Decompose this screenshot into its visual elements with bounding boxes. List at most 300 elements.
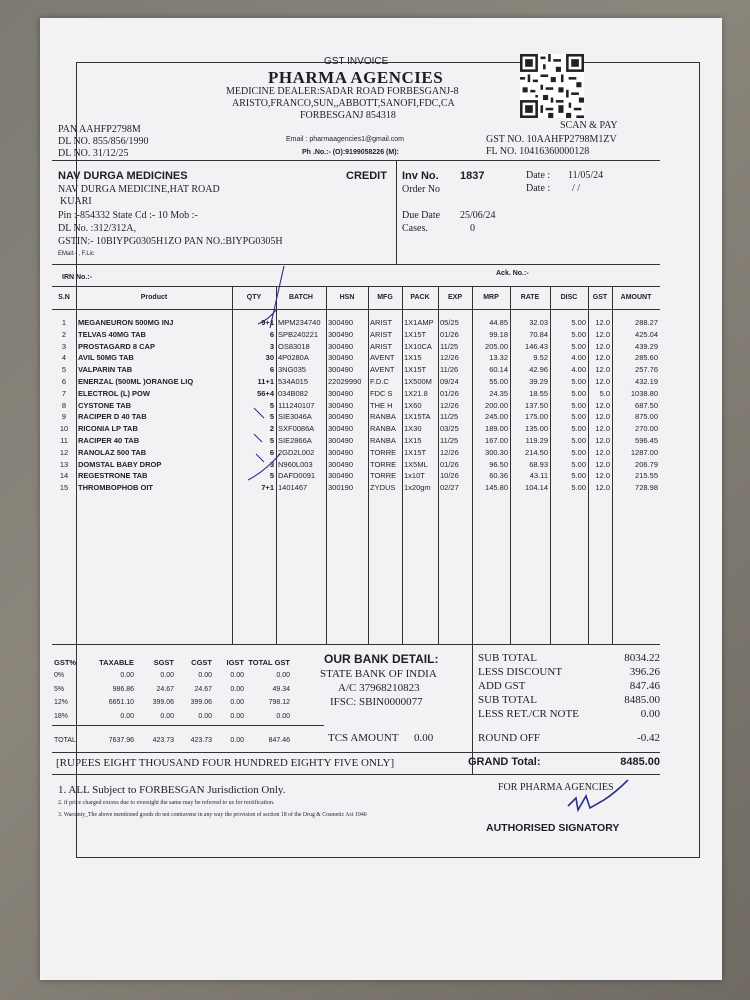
gst-cell: 847.46: [268, 737, 290, 744]
table-cell: 9+1: [261, 318, 274, 327]
table-cell: 1X15T: [404, 329, 427, 339]
table-cell: RANBA: [370, 424, 396, 434]
table-cell: 137.50: [525, 400, 548, 410]
gst-cell: 0.00: [230, 699, 244, 706]
table-cell: 5: [269, 436, 274, 445]
due-date: 25/06/24: [460, 210, 496, 221]
table-cell: 44.85: [489, 318, 508, 327]
buyer-email: EMail:- , F.Lic: [58, 251, 95, 257]
table-cell: 5.00: [571, 318, 586, 327]
column-header: DISC: [560, 294, 578, 301]
amount-in-words: [RUPEES EIGHT THOUSAND FOUR HUNDRED EIGHTY FIVE ONLY]: [56, 757, 395, 769]
terms-3: 3. Warranty_The above mentioned goods do not contravene in any way the provision of section 18 of the Drug & Cosmetic Act 1940: [58, 812, 367, 818]
credit-label: CREDIT: [346, 170, 387, 182]
table-column-divider: [76, 286, 77, 644]
table-cell: 70.84: [529, 329, 548, 339]
gst-cell: 5%: [54, 685, 65, 693]
table-cell: FDC S: [370, 388, 393, 398]
divider: [52, 286, 660, 287]
table-cell: 4P0280A: [278, 353, 309, 363]
table-column-divider: [326, 286, 327, 644]
table-cell: DOMSTAL BABY DROP: [78, 459, 162, 469]
table-cell: THROMBOPHOB OIT: [78, 483, 153, 493]
table-cell: 1X30: [404, 424, 422, 434]
table-column-divider: [232, 286, 233, 644]
discount: 396.26: [629, 666, 660, 678]
table-column-divider: [550, 286, 551, 644]
table-cell: 119.29: [525, 436, 548, 445]
table-cell: 300490: [328, 447, 354, 457]
tcs-label: TCS AMOUNT: [328, 732, 399, 744]
table-cell: 68.93: [529, 459, 548, 469]
table-cell: 12.0: [595, 329, 610, 339]
buyer-dl: DL No. :312/312A,: [58, 223, 136, 234]
table-cell: 1X15: [404, 353, 422, 363]
sub-total-label: SUB TOTAL: [478, 652, 537, 664]
table-cell: 285.60: [635, 353, 658, 363]
table-cell: 12.0: [595, 412, 610, 422]
table-cell: 5.00: [571, 471, 586, 481]
table-cell: 56+4: [257, 388, 274, 398]
gst-cell: 0.00: [198, 672, 212, 679]
table-cell: 10/26: [440, 471, 459, 481]
table-cell: 1x10T: [404, 471, 425, 481]
order-no-label: Order No: [402, 184, 441, 195]
table-cell: RANBA: [370, 436, 396, 445]
table-cell: 6: [269, 329, 274, 339]
inv-no-label: Inv No.: [402, 170, 439, 182]
table-cell: 12/26: [440, 447, 459, 457]
table-cell: 300490: [328, 424, 354, 434]
table-cell: 4.00: [571, 353, 586, 363]
gst-cell: 0.00: [230, 672, 244, 679]
terms-2: 2. if price charged excess due to oversight the same may be referred to us for rectification.: [58, 800, 275, 806]
tcs-amount: 0.00: [414, 732, 434, 744]
table-column-divider: [472, 286, 473, 644]
table-cell: 6: [269, 447, 274, 457]
table-cell: SIE3046A: [278, 412, 312, 422]
table-cell: 145.80: [485, 483, 508, 493]
table-cell: 1X60: [404, 400, 422, 410]
gst-cell: 399.06: [152, 699, 174, 706]
table-cell: 189.00: [485, 424, 508, 434]
order-date: / /: [572, 183, 581, 194]
gst-cell: 0.00: [230, 685, 244, 693]
table-cell: 09/24: [440, 377, 459, 386]
date-label: Date :: [526, 170, 551, 181]
table-cell: 12/26: [440, 400, 459, 410]
table-cell: 01/26: [440, 388, 459, 398]
table-cell: ARIST: [370, 318, 393, 327]
table-cell: 5.00: [571, 388, 586, 398]
table-cell: 12/26: [440, 353, 459, 363]
header-line1: MEDICINE DEALER:SADAR ROAD FORBESGANJ-8: [226, 86, 459, 97]
authorised-signatory: AUTHORISED SIGNATORY: [486, 822, 620, 834]
column-header: RATE: [520, 294, 540, 301]
table-cell: 96.50: [489, 459, 508, 469]
doc-type: GST INVOICE: [324, 56, 389, 67]
order-date-label: Date :: [526, 183, 551, 194]
gst-cell: 423.73: [152, 737, 174, 744]
table-cell: 15: [59, 483, 69, 493]
table-cell: 13: [59, 459, 69, 469]
bank-ifsc: IFSC: SBIN0000077: [330, 696, 423, 708]
discount-label: LESS DISCOUNT: [478, 666, 563, 678]
table-cell: 3: [269, 459, 274, 469]
table-cell: 300490: [328, 365, 354, 375]
table-cell: 13.32: [489, 353, 508, 363]
table-cell: 5: [269, 412, 274, 422]
less-ret-label: LESS RET./CR NOTE: [478, 708, 579, 720]
divider: [52, 160, 660, 161]
buyer-address-2: KUARI: [60, 196, 92, 207]
for-company: FOR PHARMA AGENCIES: [498, 782, 614, 793]
table-cell: ELECTROL (L) POW: [78, 388, 150, 398]
divider: [52, 309, 660, 310]
table-cell: 12.0: [595, 436, 610, 445]
table-cell: 22029990: [328, 377, 362, 386]
table-cell: 11+1: [257, 377, 274, 386]
table-cell: 1X21.8: [404, 388, 428, 398]
bank-account: A/C 37968210823: [338, 682, 420, 694]
buyer-name: NAV DURGA MEDICINES: [58, 170, 188, 182]
table-cell: 4.00: [571, 365, 586, 375]
table-cell: 24.35: [489, 388, 508, 398]
table-cell: 175.00: [525, 412, 548, 422]
table-column-divider: [368, 286, 369, 644]
gst-cell: 0.00: [230, 737, 244, 744]
column-header: S.N: [58, 294, 70, 301]
table-cell: 104.14: [525, 483, 548, 493]
table-cell: 9.52: [533, 353, 548, 363]
table-cell: 7+1: [261, 483, 274, 493]
company-name: PHARMA AGENCIES: [268, 68, 444, 87]
table-cell: N960L003: [278, 459, 313, 469]
table-cell: 60.36: [489, 471, 508, 481]
table-cell: 1X500M: [404, 377, 432, 386]
table-cell: 5.00: [571, 400, 586, 410]
gst-cell: 12%: [54, 699, 69, 706]
table-cell: 2: [269, 424, 274, 434]
table-cell: 5: [269, 471, 274, 481]
table-cell: 9: [61, 412, 67, 422]
table-cell: THE H: [370, 400, 393, 410]
table-cell: 5: [61, 365, 67, 375]
table-cell: 7: [61, 388, 67, 398]
table-cell: 12.0: [595, 483, 610, 493]
gst-cell: 0.00: [230, 712, 244, 720]
table-cell: 14: [59, 471, 69, 481]
table-cell: 32.03: [529, 318, 548, 327]
table-cell: 034B082: [278, 388, 309, 398]
table-column-divider: [588, 286, 589, 644]
table-cell: 03/25: [440, 424, 459, 434]
table-cell: 1X1AMP: [404, 318, 434, 327]
table-cell: RANOLAZ 500 TAB: [78, 447, 147, 457]
table-cell: 12.0: [595, 353, 610, 363]
gst-cell: 986.86: [112, 685, 134, 693]
table-cell: 55.00: [489, 377, 508, 386]
grand-total-label: GRAND Total:: [468, 756, 541, 768]
table-cell: 1X10CA: [404, 341, 432, 351]
gst-cell: IGST: [226, 658, 244, 667]
table-cell: 12.0: [595, 447, 610, 457]
table-cell: 5: [269, 400, 274, 410]
table-cell: 270.00: [635, 424, 658, 434]
gst-cell: 18%: [54, 712, 69, 720]
table-cell: 43.11: [529, 471, 548, 481]
sub-total-2: 8485.00: [624, 694, 660, 706]
table-cell: 288.27: [635, 318, 658, 327]
table-cell: 5.00: [571, 436, 586, 445]
invoice-paper: [40, 18, 722, 980]
table-cell: ARIST: [370, 329, 393, 339]
table-cell: 8: [61, 400, 67, 410]
column-header: PACK: [410, 294, 430, 301]
table-cell: ENERZAL (500ML )ORANGE LIQ: [78, 377, 194, 386]
add-gst: 847.46: [629, 680, 660, 692]
table-cell: 206.79: [635, 459, 658, 469]
dl-number-1: DL NO. 855/856/1990: [58, 136, 149, 147]
irn-label: IRN No.:-: [62, 274, 92, 281]
gst-cell: 399.06: [190, 699, 212, 706]
table-cell: 111240107: [278, 400, 315, 410]
gst-cell: 423.73: [190, 737, 212, 744]
table-cell: 300490: [328, 471, 354, 481]
table-cell: TORRE: [370, 459, 397, 469]
table-cell: TORRE: [370, 447, 397, 457]
table-cell: 257.76: [635, 365, 658, 375]
table-cell: 4: [61, 353, 67, 363]
table-cell: 728.98: [635, 483, 658, 493]
table-cell: 200.00: [485, 400, 508, 410]
table-cell: 10: [59, 424, 69, 434]
table-cell: SXF0086A: [278, 424, 315, 434]
divider: [52, 774, 660, 775]
divider: [52, 644, 660, 645]
gst-cell: 0.00: [276, 712, 290, 720]
pan-number: PAN AAHFP2798M: [58, 124, 141, 135]
table-cell: 146.43: [525, 341, 548, 351]
round-off-label: ROUND OFF: [478, 732, 541, 744]
table-cell: 6: [61, 377, 67, 386]
table-cell: 1: [61, 318, 67, 327]
gst-number: GST NO. 10AAHFP2798M1ZV: [486, 134, 617, 145]
table-cell: 5.00: [571, 377, 586, 386]
gst-cell: 24.67: [194, 685, 212, 693]
table-cell: MPM234740: [278, 318, 321, 327]
gst-cell: 0.00: [198, 712, 212, 720]
table-cell: 596.45: [635, 436, 658, 445]
table-cell: 5.00: [571, 483, 586, 493]
table-cell: TORRE: [370, 471, 397, 481]
table-cell: 12: [59, 447, 69, 457]
table-cell: 1x20gm: [404, 483, 431, 493]
buyer-address-1: NAV DURGA MEDICINE,HAT ROAD: [58, 184, 220, 195]
table-cell: 1X5ML: [404, 459, 428, 469]
column-header: GST: [592, 294, 608, 301]
header-line2: ARISTO,FRANCO,SUN,,ABBOTT,SANOFI,FDC,CA: [232, 98, 455, 109]
due-date-label: Due Date: [402, 210, 441, 221]
table-cell: 214.50: [525, 447, 548, 457]
table-cell: 01/26: [440, 329, 459, 339]
table-cell: 05/25: [440, 318, 459, 327]
gst-cell: 0.00: [120, 712, 134, 720]
table-cell: 12.0: [595, 341, 610, 351]
table-cell: 135.00: [525, 424, 548, 434]
gst-cell: 6651.10: [108, 699, 134, 706]
table-cell: CYSTONE TAB: [78, 400, 132, 410]
table-cell: AVENT: [370, 365, 395, 375]
table-cell: DAFD0091: [278, 471, 316, 481]
cases-label: Cases.: [402, 223, 428, 234]
table-cell: 5.00: [571, 424, 586, 434]
invoice-date: 11/05/24: [568, 170, 604, 181]
add-gst-label: ADD GST: [478, 680, 526, 692]
table-cell: 11/26: [440, 365, 459, 375]
less-ret: 0.00: [640, 708, 660, 720]
table-cell: MEGANEURON 500MG INJ: [78, 318, 174, 327]
table-cell: 5.00: [571, 459, 586, 469]
header-line3: FORBESGANJ 854318: [300, 110, 396, 121]
gst-cell: 0%: [54, 672, 65, 679]
table-cell: 300190: [328, 483, 354, 493]
table-cell: 425.04: [635, 329, 658, 339]
table-cell: 5.00: [571, 341, 586, 351]
divider: [472, 644, 473, 774]
divider: [396, 160, 397, 264]
table-cell: 30: [265, 353, 274, 363]
table-cell: 205.00: [485, 341, 508, 351]
divider: [52, 752, 660, 753]
table-cell: 2GD2L002: [278, 447, 315, 457]
table-cell: 245.00: [485, 412, 508, 422]
gst-cell: 0.00: [160, 712, 174, 720]
table-cell: 300490: [328, 412, 354, 422]
table-cell: 12.0: [595, 400, 610, 410]
qr-code-icon: [520, 54, 584, 118]
signature-icon: [564, 776, 634, 816]
table-cell: 300490: [328, 388, 354, 398]
table-cell: 11: [60, 436, 68, 445]
column-header: QTY: [246, 294, 262, 301]
column-header: Product: [140, 294, 168, 301]
table-cell: 3NG035: [278, 365, 306, 375]
email: Email : pharmaagencies1@gmail.com: [286, 136, 404, 143]
table-cell: 215.55: [635, 471, 658, 481]
table-cell: 12.0: [595, 318, 610, 327]
table-cell: 5.00: [571, 447, 586, 457]
gst-cell: GST%: [54, 658, 77, 667]
gst-cell: 49.34: [272, 685, 290, 693]
table-column-divider: [438, 286, 439, 644]
table-cell: 3: [61, 341, 67, 351]
table-cell: 300490: [328, 341, 354, 351]
table-cell: 3: [269, 341, 274, 351]
cases-value: 0: [470, 223, 475, 234]
table-cell: 687.50: [635, 400, 658, 410]
dl-number-2: DL NO. 31/12/25: [58, 148, 129, 159]
table-cell: 02/27: [440, 483, 459, 493]
table-cell: 5.00: [571, 329, 586, 339]
table-cell: 534A015: [278, 377, 309, 386]
column-header: MFG: [377, 294, 393, 301]
divider: [52, 725, 324, 726]
fl-number: FL NO. 10416360000128: [486, 146, 590, 157]
table-cell: 300.30: [485, 447, 508, 457]
table-cell: 300490: [328, 400, 354, 410]
buyer-pin: Pin :-854332 State Cd :- 10 Mob :-: [58, 210, 198, 221]
table-cell: 1X15TA: [404, 412, 431, 422]
gst-cell: SGST: [153, 658, 174, 667]
table-cell: 6: [269, 365, 274, 375]
gst-cell: TOTAL GST: [248, 658, 290, 667]
gst-cell: 0.00: [160, 672, 174, 679]
table-cell: 11/25: [440, 412, 459, 422]
table-cell: VALPARIN TAB: [78, 365, 133, 375]
pen-tick-marks-icon: [240, 258, 290, 488]
table-cell: 2: [61, 329, 67, 339]
round-off: -0.42: [637, 732, 660, 744]
table-cell: 1287.00: [630, 447, 658, 457]
gst-cell: CGST: [191, 658, 212, 667]
bank-title: OUR BANK DETAIL:: [324, 652, 439, 666]
sub-total-2-label: SUB TOTAL: [478, 694, 537, 706]
table-cell: 39.29: [529, 377, 548, 386]
table-cell: 300490: [328, 329, 354, 339]
table-cell: 5.00: [571, 412, 586, 422]
table-cell: 1038.80: [630, 388, 658, 398]
gst-cell: TOTAL: [54, 737, 76, 744]
table-cell: 42.96: [529, 365, 548, 375]
column-header: BATCH: [289, 294, 313, 301]
table-cell: SPB240221: [278, 329, 319, 339]
column-header: AMOUNT: [620, 294, 652, 301]
table-cell: 300490: [328, 353, 354, 363]
table-column-divider: [612, 286, 613, 644]
gst-cell: 24.67: [156, 685, 174, 693]
column-header: HSN: [339, 294, 355, 301]
table-cell: 1X15T: [404, 365, 427, 375]
phone: Ph .No.:- (O):9199058226 (M):: [302, 149, 399, 156]
table-cell: TELVAS 40MG TAB: [78, 329, 146, 339]
table-cell: 1X15: [404, 436, 422, 445]
table-cell: 300490: [328, 459, 354, 469]
gst-cell: 798.12: [268, 699, 290, 706]
table-cell: 99.18: [489, 329, 508, 339]
table-column-divider: [402, 286, 403, 644]
table-cell: F.D.C: [370, 377, 389, 386]
grand-total: 8485.00: [620, 756, 660, 768]
table-cell: 12.0: [595, 424, 610, 434]
table-cell: RANBA: [370, 412, 396, 422]
terms-1: 1. ALL Subject to FORBESGAN Jurisdiction Only.: [58, 784, 286, 796]
table-cell: 12.0: [595, 365, 610, 375]
table-cell: ZYDUS: [370, 483, 396, 493]
column-header: EXP: [447, 294, 462, 301]
table-cell: 300490: [328, 318, 354, 327]
inv-no: 1837: [460, 170, 485, 182]
table-cell: PROSTAGARD 8 CAP: [78, 341, 155, 351]
scan-and-pay: SCAN & PAY: [560, 120, 618, 131]
table-cell: AVIL 50MG TAB: [78, 353, 134, 363]
table-cell: 01/26: [440, 459, 459, 469]
gst-cell: TAXABLE: [99, 658, 134, 667]
gst-cell: 0.00: [276, 672, 290, 679]
column-header: MRP: [483, 294, 499, 301]
gst-cell: 0.00: [120, 672, 134, 679]
table-cell: 60.14: [489, 365, 508, 375]
